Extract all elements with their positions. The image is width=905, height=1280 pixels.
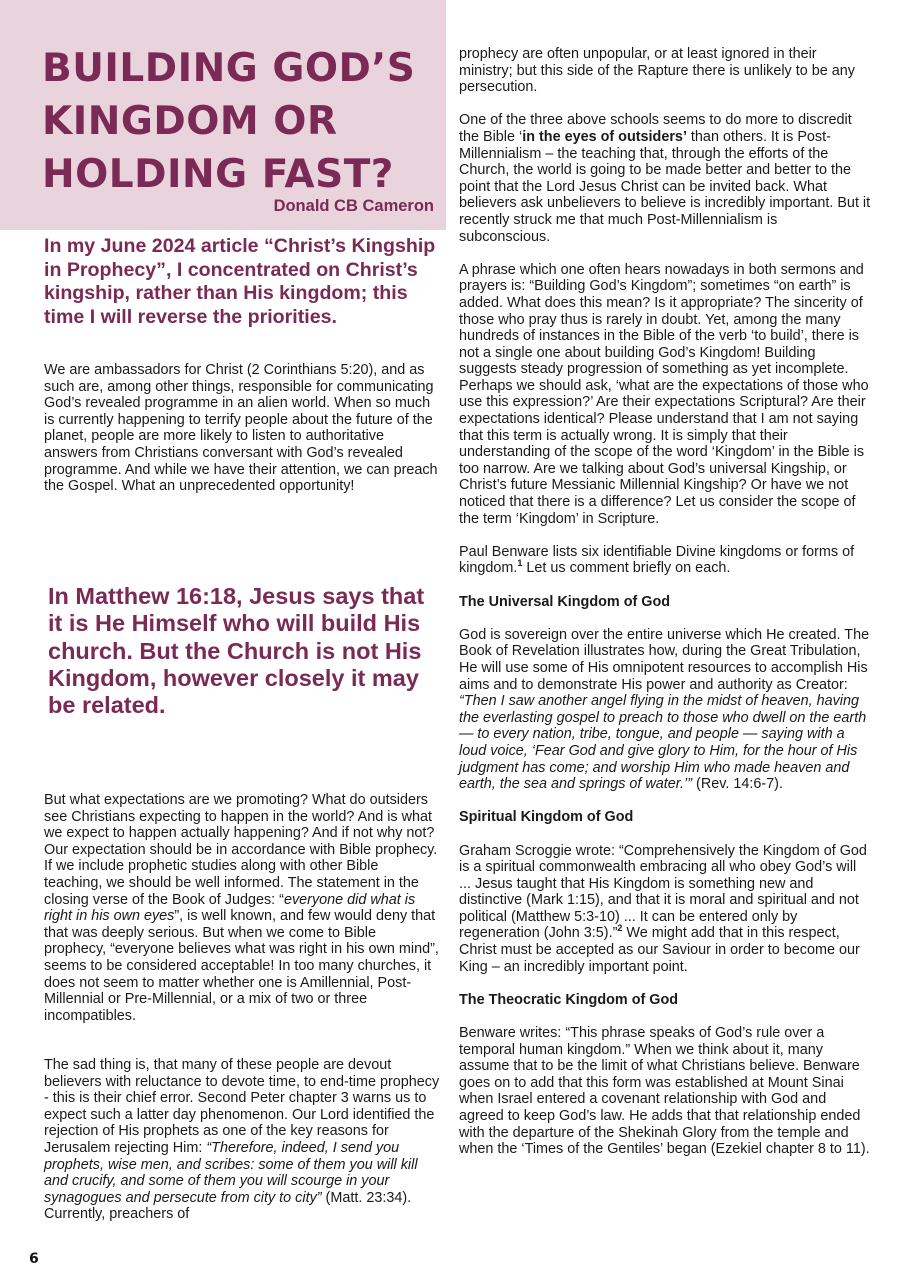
lead-paragraph: In my June 2024 article “Christ’s Kingship in Prophecy”, I concentrated on Christ’s kingship, rather than His kingdom; this time I will reverse the priorities. <box>44 235 436 328</box>
footnote-ref: 1 <box>517 558 523 569</box>
body-paragraph <box>459 544 871 577</box>
author-byline: Donald CB Cameron <box>273 197 434 215</box>
body-paragraph: We are ambassadors for Christ (2 Corinthians 5:20), and as such are, among other things, responsible for communicating God’s revealed programme in an alien world. When so much is currently happening to terrify people about the future of the planet, people are more likely to listen to authoritative answers from Christians conversant with God’s revealed programme. And while we have their attention, we can preach the Gospel. What an unprecedented opportunity! <box>44 362 438 495</box>
text-run: (Rev. 14:6-7). <box>692 776 783 793</box>
section-heading: The Universal Kingdom of God <box>459 593 671 610</box>
title-line: KINGDOM OR <box>42 99 338 144</box>
text-run: Graham Scroggie wrote: “Comprehensively the Kingdom of God is a spiritual commonwealth embracing all who obey God’s will ... Jesus taught that His Kingdom is something new and distinctive (Mark 1:15), and that it is moral and spiritual and not political (Matthew 5:3-10) ... It can be entered only by regeneration (John 3:5).” <box>459 842 867 942</box>
text-run: The sad thing is, that many of these people are devout believers with reluctance to devote time, to end-time prophecy - this is their chief error. Second Peter chapter 3 warns us to expect such a latter day phenomenon. Our Lord identified the rejection of His prophets as one of the key reasons for Jerusalem rejecting Him: <box>44 1057 440 1156</box>
bold-phrase: in the eyes of outsiders’ <box>522 128 687 145</box>
page-number: 6 <box>29 1251 39 1267</box>
text-run: One of the three above schools seems to do more to discredit the Bible ‘ <box>459 112 852 145</box>
body-paragraph <box>44 1057 440 1223</box>
body-paragraph: Benware writes: “This phrase speaks of God’s rule over a temporal human kingdom.” When we think about it, many assume that to be the limit of what Christians believe. Benware goes on to add that this form was established at Mount Sinai when Israel entered a covenant relationship with God and agreed to keep God’s law. He adds that that relationship ended with the departure of the Shekinah Glory from the temple and when the ‘Times of the Gentiles’ began (Ezekiel chapter 8 to 11). <box>459 1025 870 1158</box>
text-run: But what expectations are we promoting? What do outsiders see Christians expecting to happen in the world? And is what we expect to happen actually happening? And if not why not? Our expectation should be in accordance with Bible prophecy. If we include prophetic studies along with other Bible teaching, we should be well informed. The statement in the closing verse of the Book of Judges: “ <box>44 792 438 908</box>
article-title <box>42 42 442 201</box>
body-paragraph <box>459 112 871 245</box>
body-paragraph <box>459 627 871 793</box>
section-heading: The Theocratic Kingdom of God <box>459 991 679 1008</box>
text-run: ”, is well known, and few would deny that that was deeply serious. But when we come to Bible prophecy, “everyone believes what was right in his own mind”, seems to be considered acceptable! In too many churches, it does not seem to matter whether one is Amillennial, Post-Millennial or Pre-Millennial, or a mix of two or three incompatibles. <box>44 908 439 1024</box>
text-run: God is sovereign over the entire universe which He created. The Book of Revelation illustrates how, during the Great Tribulation, He will use some of His omnipotent resources to accomplish His aims and to demonstrate His power and authority as Creator: <box>459 626 870 693</box>
pull-quote: In Matthew 16:18, Jesus says that it is He Himself who will build His church. But the Church is not His Kingdom, however closely it may be related. <box>48 583 425 719</box>
italic-quote: everyone did what is right in his own eyes <box>44 891 416 925</box>
text-run: Paul Benware lists six identifiable Divine kingdoms or forms of kingdom. <box>459 543 855 577</box>
body-paragraph <box>44 792 440 1024</box>
body-paragraph: prophecy are often unpopular, or at least ignored in their ministry; but this side of the Rapture there is unlikely to be any persecution. <box>459 46 855 96</box>
footnote-ref: 2 <box>617 923 623 934</box>
title-block <box>0 0 446 230</box>
text-run: We might add that in this respect, Christ must be accepted as our Saviour in order to become our King – an incredibly important point. <box>459 925 860 975</box>
text-run: than others. It is Post-Millennialism – the teaching that, through the efforts of the Church, the world is going to be made better and better to the point that the Lord Jesus Christ can be invited back. What believers ask unbelievers to believe is incredibly important. But it recently struck me that much Post-Millennialism is subconscious. <box>459 128 871 245</box>
body-paragraph: A phrase which one often hears nowadays in both sermons and prayers is: “Building God’s Kingdom”; sometimes “on earth” is added. What does this mean? Is it appropriate? The sincerity of those who pray thus is rarely in doubt. Yet, among the many hundreds of instances in the Bible of the verb ‘to build’, there is not a single one about building God’s Kingdom! Building suggests steady progression of something as yet incomplete. Perhaps we should ask, ‘what are the expectations of those who use this expression?’ Are their expectations Scriptural? Are their expectations identical? Please understand that I am not saying that this term is actually wrong. It is simply that their understanding of the scope of the word ‘Kingdom’ in the Bible is too narrow. Are we talking about God’s universal Kingship, or Christ’s future Messianic Millennial Kingship? Or have we not noticed that there is a difference? Let us consider the scope of the term ‘Kingdom’ in Scripture. <box>459 261 869 527</box>
text-run: (Matt. 23:34). Currently, preachers of <box>44 1189 412 1223</box>
body-paragraph <box>459 843 871 976</box>
section-heading: Spiritual Kingdom of God <box>459 809 634 826</box>
right-column <box>459 46 871 1174</box>
title-line: HOLDING FAST? <box>42 152 394 197</box>
italic-quote: “Therefore, indeed, I send you prophets, wise men, and scribes: some of them you will kill and crucify, and some of them you will scourge in your synagogues and persecute from city to city” <box>44 1139 418 1206</box>
text-run: Let us comment briefly on each. <box>522 560 731 577</box>
title-line: BUILDING GOD’S <box>42 46 416 91</box>
italic-quote: “Then I saw another angel flying in the midst of heaven, having the everlasting gospel to preach to those who dwell on the earth — to every nation, tribe, tongue, and people — saying with a loud voice, ‘Fear God and give glory to Him, for the hour of His judgment has come; and worship Him who made heaven and earth, the sea and springs of water.’” <box>459 693 867 793</box>
